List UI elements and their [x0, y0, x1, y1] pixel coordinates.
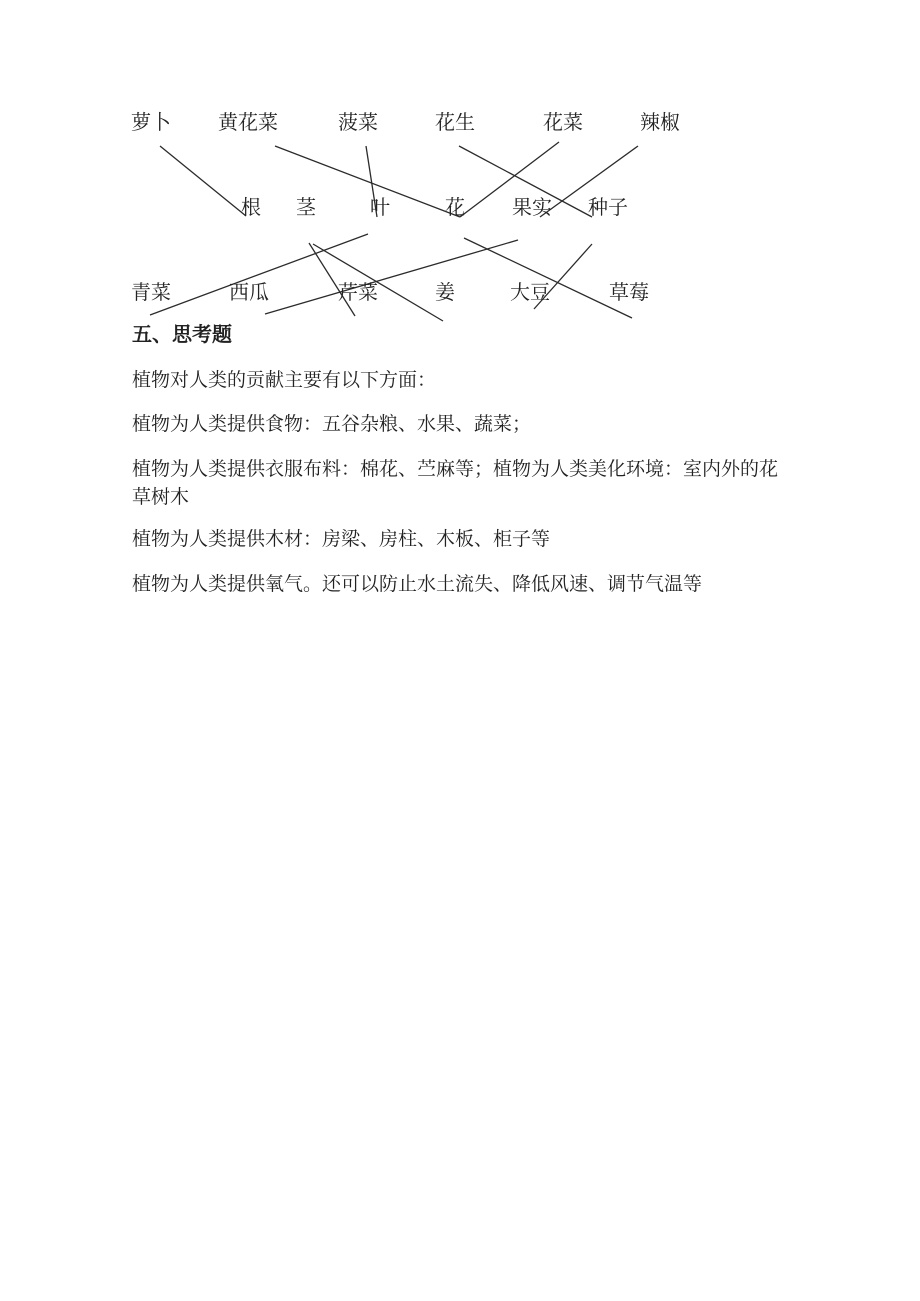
- vegetable-label: 姜: [435, 280, 455, 304]
- plant-part-label: 茎: [296, 195, 316, 219]
- plant-part-row: [0, 193, 920, 225]
- matching-exercise: [0, 0, 920, 330]
- paragraph: 植物为人类提供木材：房梁、房柱、木板、柜子等: [132, 528, 551, 550]
- paragraph: 植物对人类的贡献主要有以下方面：: [132, 369, 437, 391]
- paragraph: 植物为人类提供氧气。还可以防止水土流失、降低风速、调节气温等: [132, 573, 703, 595]
- plant-part-label: 果实: [512, 195, 552, 219]
- vegetable-label: 芹菜: [338, 280, 378, 304]
- vegetable-label: 黄花菜: [218, 110, 278, 134]
- plant-part-label: 根: [241, 195, 261, 219]
- vegetable-label: 青菜: [131, 280, 171, 304]
- bottom-vegetable-row: [0, 278, 920, 310]
- plant-part-label: 叶: [370, 195, 390, 219]
- plant-part-label: 种子: [588, 195, 628, 219]
- vegetable-label: 草莓: [609, 280, 649, 304]
- vegetable-label: 花生: [435, 110, 475, 134]
- vegetable-label: 西瓜: [229, 280, 269, 304]
- vegetable-label: 辣椒: [640, 110, 680, 134]
- vegetable-label: 菠菜: [338, 110, 378, 134]
- top-vegetable-row: [0, 108, 920, 140]
- section-title: 五、思考题: [132, 322, 232, 346]
- vegetable-label: 大豆: [510, 280, 550, 304]
- vegetable-label: 萝卜: [131, 110, 171, 134]
- plant-part-label: 花: [445, 195, 465, 219]
- vegetable-label: 花菜: [543, 110, 583, 134]
- paragraph: 植物为人类提供食物：五谷杂粮、水果、蔬菜；: [132, 413, 532, 435]
- paragraph: 植物为人类提供衣服布料：棉花、苎麻等；植物为人类美化环境：室内外的花草树木: [132, 458, 779, 508]
